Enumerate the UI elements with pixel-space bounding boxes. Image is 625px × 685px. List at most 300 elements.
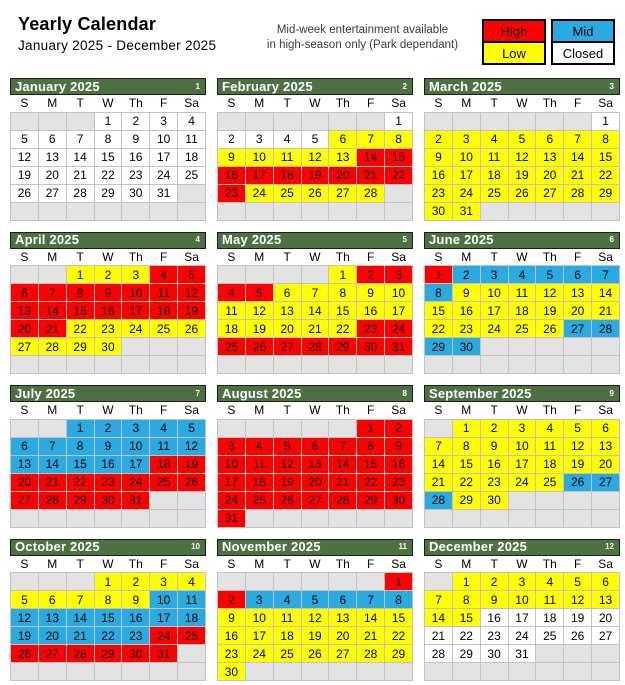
- day-cell: 11: [273, 148, 301, 166]
- day-cell: 6: [592, 419, 620, 437]
- week-row: [425, 130, 620, 148]
- day-cell: 30: [480, 645, 508, 663]
- day-cell: 12: [273, 455, 301, 473]
- month-title: August 2025: [222, 385, 302, 401]
- day-cell: 27: [38, 184, 66, 202]
- empty-cell: [357, 202, 385, 220]
- day-cell: 19: [508, 166, 536, 184]
- day-cell: 2: [357, 266, 385, 284]
- day-cell: 26: [178, 320, 206, 338]
- empty-cell: [245, 202, 273, 220]
- day-cell: 13: [11, 455, 39, 473]
- day-cell: 27: [329, 645, 357, 663]
- day-cell: 14: [425, 609, 453, 627]
- day-cell: 20: [38, 166, 66, 184]
- week-row: [425, 455, 620, 473]
- month-header: [10, 385, 206, 402]
- day-cell: 7: [425, 591, 453, 609]
- day-cell: 20: [329, 627, 357, 645]
- empty-cell: [301, 112, 329, 130]
- day-cell: 2: [480, 419, 508, 437]
- day-cell: 1: [452, 419, 480, 437]
- empty-cell: [11, 356, 39, 374]
- week-row: [425, 202, 620, 220]
- week-row: [218, 609, 413, 627]
- day-cell: 13: [592, 437, 620, 455]
- day-cell: 5: [564, 573, 592, 591]
- empty-cell: [480, 509, 508, 527]
- day-cell: 10: [452, 148, 480, 166]
- day-cell: 7: [564, 130, 592, 148]
- week-row: [218, 663, 413, 681]
- day-cell: 28: [564, 184, 592, 202]
- month-table: [424, 402, 620, 528]
- month-number: 8: [402, 388, 407, 398]
- empty-cell: [38, 266, 66, 284]
- day-cell: 27: [273, 338, 301, 356]
- day-cell: 23: [480, 473, 508, 491]
- weekday-header: S: [218, 249, 246, 266]
- week-row: [218, 591, 413, 609]
- day-cell: 28: [66, 645, 94, 663]
- weekday-header: F: [564, 556, 592, 573]
- weekday-header: W: [94, 556, 122, 573]
- week-row: [11, 166, 206, 184]
- weekday-header: W: [94, 95, 122, 112]
- empty-cell: [592, 663, 620, 681]
- weekday-header: F: [150, 556, 178, 573]
- day-cell: 18: [273, 627, 301, 645]
- week-row: [425, 302, 620, 320]
- month-number: 4: [195, 235, 200, 244]
- week-row: [218, 491, 413, 509]
- weekday-header: W: [508, 249, 536, 266]
- month-october: [10, 539, 206, 682]
- day-cell: 10: [480, 284, 508, 302]
- empty-cell: [301, 202, 329, 220]
- day-cell: 24: [480, 320, 508, 338]
- day-cell: 16: [94, 302, 122, 320]
- day-cell: 27: [11, 338, 39, 356]
- day-cell: 6: [38, 130, 66, 148]
- month-title: October 2025: [15, 539, 100, 554]
- week-row: [218, 645, 413, 663]
- day-cell: 21: [357, 166, 385, 184]
- weekday-header: Th: [122, 556, 150, 573]
- weekday-header: F: [564, 249, 592, 266]
- month-header: [424, 232, 620, 249]
- day-cell: 25: [150, 320, 178, 338]
- empty-cell: [592, 338, 620, 356]
- day-cell: 11: [218, 302, 246, 320]
- empty-cell: [150, 338, 178, 356]
- day-cell: 18: [508, 302, 536, 320]
- weekday-header: Sa: [178, 249, 206, 266]
- weekday-header: M: [38, 249, 66, 266]
- month-number: 3: [609, 81, 614, 91]
- day-cell: 10: [150, 591, 178, 609]
- month-header: [424, 385, 620, 402]
- day-cell: 13: [301, 455, 329, 473]
- day-cell: 28: [38, 491, 66, 509]
- day-cell: 3: [508, 573, 536, 591]
- day-cell: 12: [301, 148, 329, 166]
- weekday-header: Sa: [592, 95, 620, 112]
- day-cell: 8: [94, 591, 122, 609]
- weekday-header: M: [452, 556, 480, 573]
- day-cell: 9: [218, 148, 246, 166]
- empty-cell: [38, 509, 66, 527]
- day-cell: 31: [218, 509, 246, 527]
- month-title: February 2025: [222, 78, 313, 94]
- empty-cell: [273, 356, 301, 374]
- day-cell: 31: [150, 184, 178, 202]
- empty-cell: [150, 509, 178, 527]
- empty-cell: [564, 645, 592, 663]
- weekday-header: W: [301, 402, 329, 419]
- month-table: [424, 249, 620, 375]
- empty-cell: [329, 573, 357, 591]
- empty-cell: [329, 509, 357, 527]
- week-row: [11, 437, 206, 455]
- week-row: [425, 627, 620, 645]
- day-cell: 9: [425, 148, 453, 166]
- day-cell: 3: [150, 112, 178, 130]
- day-cell: 19: [301, 166, 329, 184]
- day-cell: 4: [178, 112, 206, 130]
- day-cell: 25: [536, 627, 564, 645]
- day-cell: 16: [480, 609, 508, 627]
- weekday-header: T: [273, 95, 301, 112]
- day-cell: 22: [452, 627, 480, 645]
- empty-cell: [508, 338, 536, 356]
- week-row: [218, 320, 413, 338]
- weekday-header: F: [357, 249, 385, 266]
- day-cell: 14: [301, 302, 329, 320]
- day-cell: 12: [178, 284, 206, 302]
- empty-cell: [564, 356, 592, 374]
- week-row: [425, 591, 620, 609]
- day-cell: 30: [452, 338, 480, 356]
- day-cell: 21: [38, 320, 66, 338]
- day-cell: 31: [508, 645, 536, 663]
- weekday-header: Th: [329, 249, 357, 266]
- week-row: [11, 284, 206, 302]
- day-cell: 2: [122, 573, 150, 591]
- empty-cell: [273, 202, 301, 220]
- day-cell: 27: [11, 491, 39, 509]
- day-cell: 21: [38, 473, 66, 491]
- day-cell: 29: [329, 338, 357, 356]
- day-cell: 28: [592, 320, 620, 338]
- day-cell: 19: [564, 455, 592, 473]
- title-block: [18, 14, 243, 53]
- empty-cell: [564, 338, 592, 356]
- week-row: [218, 266, 413, 284]
- day-cell: 21: [592, 302, 620, 320]
- week-row: [218, 112, 413, 130]
- weekday-header: M: [245, 249, 273, 266]
- weekday-header: Th: [122, 402, 150, 419]
- weekday-header: T: [480, 402, 508, 419]
- empty-cell: [122, 356, 150, 374]
- weekday-header: T: [273, 402, 301, 419]
- day-cell: 15: [385, 609, 413, 627]
- weekday-header: Sa: [592, 402, 620, 419]
- day-cell: 24: [150, 627, 178, 645]
- day-cell: 1: [329, 266, 357, 284]
- empty-cell: [536, 356, 564, 374]
- day-cell: 30: [122, 184, 150, 202]
- empty-cell: [38, 573, 66, 591]
- month-header: [10, 539, 206, 556]
- day-cell: 10: [122, 284, 150, 302]
- week-row: [11, 130, 206, 148]
- day-cell: 26: [301, 645, 329, 663]
- day-cell: 10: [508, 437, 536, 455]
- week-row: [218, 202, 413, 220]
- day-cell: 10: [245, 609, 273, 627]
- weekday-header: M: [452, 95, 480, 112]
- day-cell: 15: [385, 148, 413, 166]
- empty-cell: [564, 491, 592, 509]
- weekday-header: M: [245, 95, 273, 112]
- week-row: [11, 663, 206, 681]
- week-row: [425, 320, 620, 338]
- day-cell: 14: [38, 455, 66, 473]
- month-number: 12: [605, 542, 614, 551]
- month-february: [217, 78, 413, 221]
- weekday-header: S: [218, 556, 246, 573]
- day-cell: 25: [480, 184, 508, 202]
- day-cell: 20: [536, 166, 564, 184]
- month-table: [10, 556, 206, 682]
- empty-cell: [122, 338, 150, 356]
- empty-cell: [452, 112, 480, 130]
- empty-cell: [536, 491, 564, 509]
- empty-cell: [564, 202, 592, 220]
- empty-cell: [536, 112, 564, 130]
- empty-cell: [564, 663, 592, 681]
- empty-cell: [536, 338, 564, 356]
- weekday-header: Th: [536, 402, 564, 419]
- weekday-header: T: [480, 249, 508, 266]
- week-row: [11, 320, 206, 338]
- empty-cell: [301, 573, 329, 591]
- day-cell: 21: [66, 627, 94, 645]
- week-row: [425, 437, 620, 455]
- day-cell: 10: [150, 130, 178, 148]
- day-cell: 12: [11, 148, 39, 166]
- day-cell: 26: [564, 473, 592, 491]
- day-cell: 26: [11, 184, 39, 202]
- day-cell: 14: [564, 148, 592, 166]
- weekday-header: T: [66, 95, 94, 112]
- weekday-header: Th: [329, 402, 357, 419]
- day-cell: 23: [218, 645, 246, 663]
- day-cell: 9: [385, 437, 413, 455]
- day-cell: 3: [508, 419, 536, 437]
- weekday-header: F: [357, 402, 385, 419]
- empty-cell: [329, 112, 357, 130]
- empty-cell: [357, 509, 385, 527]
- day-cell: 6: [273, 284, 301, 302]
- day-cell: 25: [178, 627, 206, 645]
- empty-cell: [385, 509, 413, 527]
- empty-cell: [425, 356, 453, 374]
- empty-cell: [564, 509, 592, 527]
- day-cell: 24: [150, 166, 178, 184]
- empty-cell: [536, 202, 564, 220]
- day-cell: 25: [273, 645, 301, 663]
- empty-cell: [273, 573, 301, 591]
- empty-cell: [11, 112, 39, 130]
- day-cell: 17: [122, 455, 150, 473]
- week-row: [218, 509, 413, 527]
- day-cell: 5: [178, 266, 206, 284]
- day-cell: 21: [425, 473, 453, 491]
- empty-cell: [425, 573, 453, 591]
- month-table: [10, 402, 206, 528]
- weekday-header: S: [11, 402, 39, 419]
- empty-cell: [480, 112, 508, 130]
- day-cell: 22: [592, 166, 620, 184]
- weekday-header: Th: [329, 95, 357, 112]
- empty-cell: [11, 419, 39, 437]
- week-row: [11, 184, 206, 202]
- empty-cell: [66, 509, 94, 527]
- weekday-header: S: [11, 249, 39, 266]
- day-cell: 6: [301, 437, 329, 455]
- day-cell: 23: [122, 627, 150, 645]
- day-cell: 4: [273, 591, 301, 609]
- day-cell: 12: [178, 437, 206, 455]
- day-cell: 13: [592, 591, 620, 609]
- day-cell: 20: [273, 320, 301, 338]
- empty-cell: [38, 112, 66, 130]
- day-cell: 28: [425, 645, 453, 663]
- empty-cell: [592, 491, 620, 509]
- day-cell: 15: [357, 455, 385, 473]
- month-number: 10: [191, 542, 200, 551]
- month-november: [217, 539, 413, 682]
- week-row: [11, 573, 206, 591]
- empty-cell: [452, 356, 480, 374]
- empty-cell: [536, 645, 564, 663]
- month-title: March 2025: [429, 78, 502, 94]
- day-cell: 9: [122, 130, 150, 148]
- day-cell: 23: [480, 627, 508, 645]
- week-row: [11, 491, 206, 509]
- empty-cell: [38, 356, 66, 374]
- day-cell: 18: [178, 148, 206, 166]
- empty-cell: [150, 356, 178, 374]
- month-september: [424, 385, 620, 528]
- legend-column-right: [551, 19, 615, 65]
- week-row: [11, 338, 206, 356]
- month-table: [217, 95, 413, 221]
- week-row: [218, 338, 413, 356]
- day-cell: 7: [357, 591, 385, 609]
- empty-cell: [150, 202, 178, 220]
- month-header: [10, 78, 206, 95]
- empty-cell: [11, 663, 39, 681]
- empty-cell: [178, 491, 206, 509]
- weekday-header: S: [425, 556, 453, 573]
- day-cell: 25: [245, 491, 273, 509]
- weekday-header: T: [480, 95, 508, 112]
- day-cell: 1: [425, 266, 453, 284]
- day-cell: 8: [452, 591, 480, 609]
- empty-cell: [301, 419, 329, 437]
- day-cell: 2: [94, 419, 122, 437]
- month-august: [217, 385, 413, 528]
- day-cell: 22: [329, 320, 357, 338]
- empty-cell: [592, 509, 620, 527]
- day-cell: 11: [536, 437, 564, 455]
- month-table: [424, 556, 620, 682]
- empty-cell: [218, 202, 246, 220]
- weekday-header: Sa: [385, 556, 413, 573]
- day-cell: 17: [150, 609, 178, 627]
- weekday-header: T: [66, 556, 94, 573]
- empty-cell: [122, 202, 150, 220]
- day-cell: 19: [301, 627, 329, 645]
- day-cell: 3: [122, 419, 150, 437]
- day-cell: 4: [178, 573, 206, 591]
- empty-cell: [178, 184, 206, 202]
- weekday-header: W: [301, 95, 329, 112]
- day-cell: 10: [385, 284, 413, 302]
- day-cell: 13: [329, 609, 357, 627]
- day-cell: 18: [480, 166, 508, 184]
- day-cell: 28: [357, 645, 385, 663]
- day-cell: 15: [94, 609, 122, 627]
- day-cell: 1: [385, 573, 413, 591]
- day-cell: 30: [480, 491, 508, 509]
- day-cell: 17: [480, 302, 508, 320]
- empty-cell: [425, 112, 453, 130]
- empty-cell: [273, 509, 301, 527]
- day-cell: 17: [245, 627, 273, 645]
- day-cell: 19: [178, 302, 206, 320]
- empty-cell: [452, 663, 480, 681]
- month-header: [217, 232, 413, 249]
- day-cell: 20: [564, 302, 592, 320]
- weekday-header: M: [452, 402, 480, 419]
- month-table: [10, 249, 206, 375]
- day-cell: 16: [480, 455, 508, 473]
- day-cell: 13: [11, 302, 39, 320]
- day-cell: 31: [150, 645, 178, 663]
- day-cell: 13: [38, 609, 66, 627]
- legend-high: High: [482, 19, 546, 43]
- empty-cell: [480, 338, 508, 356]
- day-cell: 24: [508, 627, 536, 645]
- empty-cell: [178, 663, 206, 681]
- empty-cell: [245, 419, 273, 437]
- weekday-header: T: [66, 402, 94, 419]
- day-cell: 29: [66, 491, 94, 509]
- empty-cell: [329, 419, 357, 437]
- day-cell: 6: [329, 591, 357, 609]
- weekday-header: T: [273, 556, 301, 573]
- day-cell: 3: [385, 266, 413, 284]
- day-cell: 22: [66, 473, 94, 491]
- day-cell: 8: [452, 437, 480, 455]
- day-cell: 4: [245, 437, 273, 455]
- day-cell: 16: [218, 166, 246, 184]
